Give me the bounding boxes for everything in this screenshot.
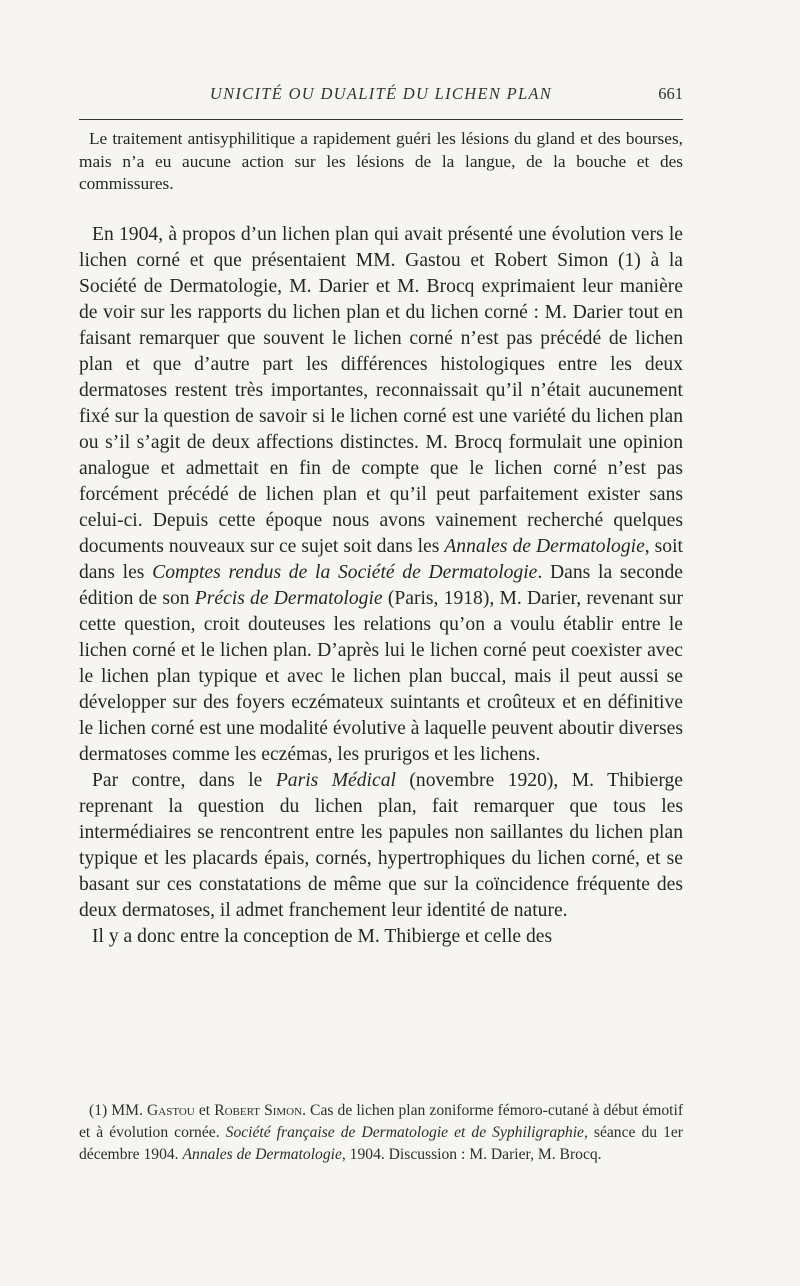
paragraph-2-text-c: . Dans la seconde édition de son xyxy=(79,561,683,609)
paragraph-2-text-d: (Paris, 1918), M. Darier, revenant sur cette question, croit douteuses les relations qu’on a voulu établir entre le lichen corné et le lichen plan. D’après lui le lichen corné peut coexister avec le lichen plan typique et avec le lichen plan buccal, mais il peut aussi se développer sur des foyers eczémateux suintants et croûteux et en définitive le lichen corné est une modalité évolutive à laquelle peuvent aboutir diverses dermatoses comme les eczémas, les prurigos et les lichens. xyxy=(79,587,683,765)
paragraph-2-italic-comptes-rendus: Comptes rendus de la Société de Dermatologie xyxy=(152,561,538,583)
footnote-journal-2: Annales de Dermatologie xyxy=(182,1146,342,1163)
footnote-marker: (1) MM. xyxy=(89,1102,143,1119)
paragraph-3 xyxy=(79,768,683,924)
running-title: UNICITÉ OU DUALITÉ DU LICHEN PLAN xyxy=(209,84,553,103)
paragraph-4: Il y a donc entre la conception de M. Thibierge et celle des xyxy=(92,925,553,947)
footnote-journal-1: Société française de Dermatologie et de Syphiligraphie xyxy=(225,1124,584,1141)
page-number: 661 xyxy=(658,84,683,103)
body-text xyxy=(79,128,683,950)
header-rule xyxy=(79,119,683,120)
paragraph-3-text-a: Par contre, dans le xyxy=(92,769,263,791)
footnote xyxy=(79,1100,683,1166)
footnote-text-2: , séance du 1er décembre 1904. xyxy=(79,1124,683,1163)
paragraph-2-text-a: En 1904, à propos d’un lichen plan qui avait présenté une évolution vers le lichen corné et que présentaient MM. Gastou et Robert Simon (1) à la Société de Dermatologie, M. Darier et M. Brocq exprimaient leur manière de voir sur les rapports du lichen plan et du lichen corné : M. Darier tout en faisant remarquer que souvent le lichen corné n’est pas précédé de lichen plan et que d’autre part les différences histologiques entre les deux dermatoses restent très importantes, reconnaissait qu’il n’était aucunement fixé sur la question de savoir si le lichen corné est une variété du lichen plan ou s’il s’agit de deux affections distinctes. M. Brocq formulait une opinion analogue et admettait en fin de compte que le lichen corné n’est pas forcément précédé de lichen plan et qu’il peut parfaitement exister sans celui-ci. Depuis cette époque nous avons vainement recherché quelques documents nouveaux sur ce sujet soit dans les xyxy=(79,223,683,557)
paragraph-3-italic-paris-medical: Paris Médical xyxy=(275,769,396,791)
footnote-author-1: Gastou xyxy=(147,1102,195,1119)
footnote-text-1: . Cas de lichen plan zoniforme fémoro-cutané à début émotif et à évolution cornée. xyxy=(79,1102,684,1141)
footnote-author-2: Robert Simon xyxy=(214,1102,303,1119)
paragraph-1: Le traitement antisyphilitique a rapidement guéri les lésions du gland et des bourses, mais n’a eu aucune action sur les lésions de la langue, de la bouche et des commissures. xyxy=(79,129,683,193)
paragraph-2-italic-annales: Annales de Dermatologie xyxy=(444,535,645,557)
footnote-and: et xyxy=(198,1102,211,1119)
paragraph-2-text-b: , soit dans les xyxy=(79,535,683,583)
paragraph-3-text-b: (novembre 1920), M. Thibierge reprenant la question du lichen plan, fait remarquer que tous les intermédiaires se rencontrent entre les papules non saillantes du lichen plan typique et les placards épais, cornés, hypertrophiques du lichen corné, et se basant sur ces constatations de même que sur la coïncidence fréquente des deux dermatoses, il admet franchement leur identité de nature. xyxy=(79,769,683,921)
paragraph-2-italic-precis: Précis de Dermatologie xyxy=(194,587,383,609)
footnote-text-3: , 1904. Discussion : M. Darier, M. Brocq. xyxy=(341,1146,602,1163)
paragraph-2 xyxy=(79,222,683,768)
running-head xyxy=(79,84,683,110)
footnote-1 xyxy=(79,1100,683,1166)
